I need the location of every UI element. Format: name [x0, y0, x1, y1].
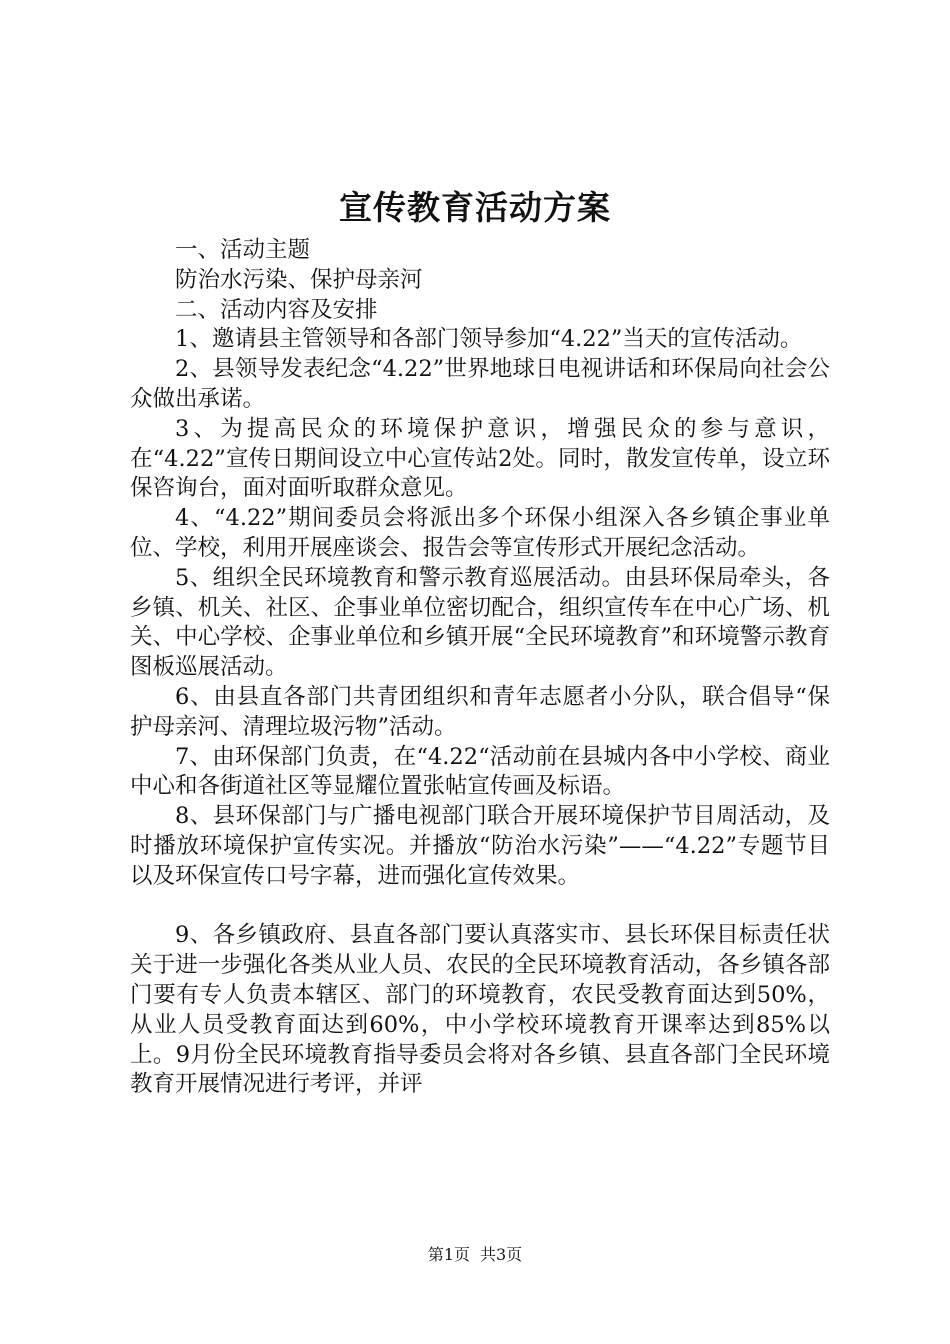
section-heading-content: 二、活动内容及安排: [175, 296, 378, 323]
item-paragraph-4: 4、“4.22”期间委员会将派出多个环保小组深入各乡镇企事业单位、学校，利用开展座谈会、报告会等宣传形式开展纪念活动。: [130, 505, 830, 561]
document-title: 宣传教育活动方案: [339, 188, 611, 227]
item-paragraph-3: 3、为提高民众的环境保护意识，增强民众的参与意识，在“4.22”宣传日期间设立中心宣传站2处。同时，散发宣传单，设立环保咨询台，面对面听取群众意见。: [130, 415, 830, 502]
item-paragraph-1: 1、邀请县主管领导和各部门领导参加“4.22”当天的宣传活动。: [175, 326, 803, 353]
item-paragraph-2: 2、县领导发表纪念“4.22”世界地球日电视讲话和环保局向社会公众做出承诺。: [130, 356, 830, 412]
page-total: 共3页: [480, 1245, 523, 1264]
item-paragraph-5: 5、组织全民环境教育和警示教育巡展活动。由县环保局牵头，各乡镇、机关、社区、企事业单位密切配合，组织宣传车在中心广场、机关、中心学校、企事业单位和乡镇开展“全民环境教育”和环境警示教育图板巡展活动。: [130, 564, 830, 681]
item-paragraph-9: 9、各乡镇政府、县直各部门要认真落实市、县长环保目标责任状关于进一步强化各类从业人员、农民的全民环境教育活动，各乡镇各部门要有专人负责本辖区、部门的环境教育，农民受教育面达到50%，从业人员受教育面达到60%，中小学校环境教育开课率达到85%以上。9月份全民环境教育指导委员会将对各乡镇、县直各部门全民环境教育开展情况进行考评，并评: [130, 922, 830, 1098]
section-heading-theme: 一、活动主题: [175, 237, 311, 263]
item-paragraph-8: 8、县环保部门与广播电视部门联合开展环境保护节目周活动，及时播放环境保护宣传实况。并播放“防治水污染”——“4.22”专题节目以及环保宣传口号字幕，进而强化宣传效果。: [130, 803, 830, 889]
theme-text: 防治水污染、保护母亲河: [175, 266, 423, 293]
item-paragraph-6: 6、由县直各部门共青团组织和青年志愿者小分队，联合倡导“保护母亲河、清理垃圾污物”活动。: [130, 683, 830, 740]
document-body: [130, 236, 830, 1100]
page-footer: [0, 1244, 950, 1266]
item-paragraph-7: 7、由环保部门负责，在“4.22“活动前在县城内各中小学校、商业中心和各街道社区等显耀位置张帖宣传画及标语。: [130, 743, 830, 800]
page-number: 第1页: [427, 1245, 470, 1264]
